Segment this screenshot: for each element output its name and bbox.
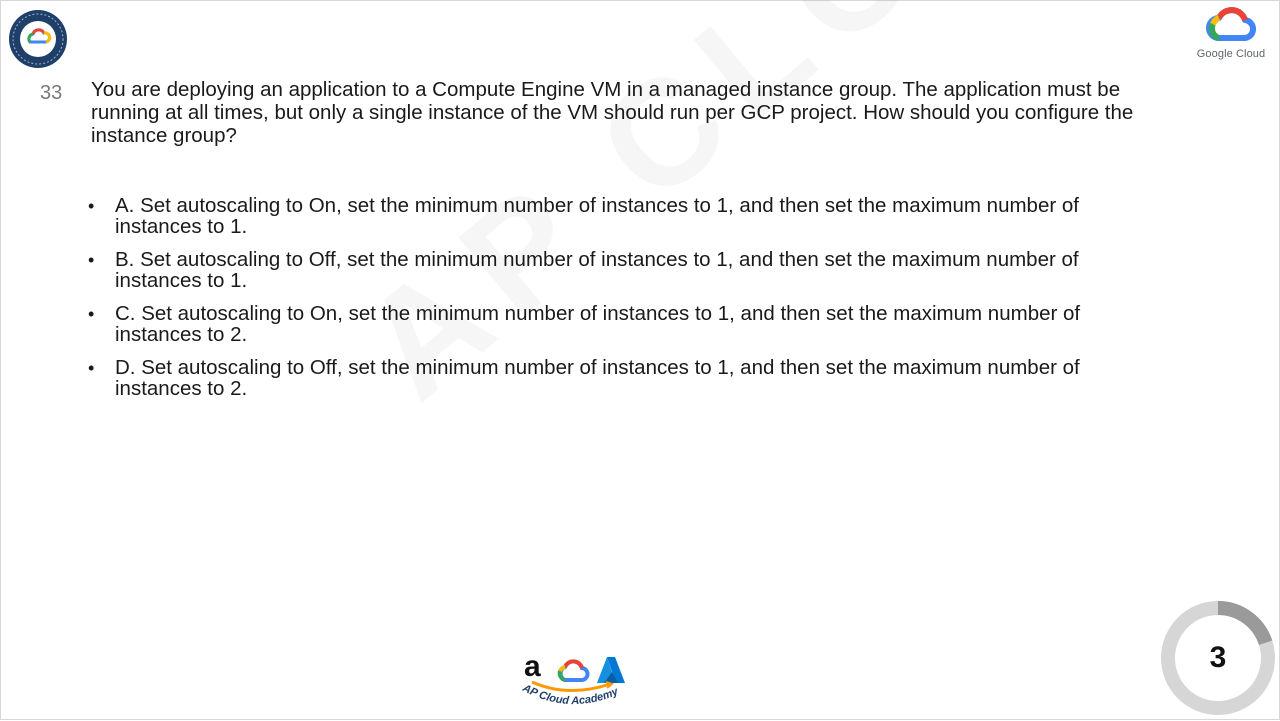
option-d[interactable] bbox=[88, 358, 1148, 399]
countdown-timer bbox=[1160, 600, 1276, 716]
option-b[interactable] bbox=[88, 250, 1148, 291]
question-text: You are deploying an application to a Compute Engine VM in a managed instance group. The application must be running at all times, but only a single instance of the VM should run per GCP project. How should you configure the instance group? bbox=[91, 78, 1134, 147]
option-c[interactable] bbox=[88, 304, 1148, 345]
google-cloud-logo bbox=[1192, 4, 1270, 60]
amazon-a-icon: a bbox=[524, 650, 541, 683]
option-text: C. Set autoscaling to On, set the minimum number of instances to 1, and then set the maximum number of instances to 2. bbox=[115, 302, 1081, 346]
google-cloud-logo-icon bbox=[1205, 4, 1257, 44]
academy-logo bbox=[518, 650, 638, 716]
google-cloud-label: Google Cloud bbox=[1196, 48, 1266, 60]
option-a[interactable] bbox=[88, 196, 1148, 237]
academy-name: AP Cloud Academy bbox=[520, 682, 621, 708]
bullet: • bbox=[88, 196, 95, 216]
answer-options bbox=[88, 196, 1148, 412]
option-text: A. Set autoscaling to On, set the minimum number of instances to 1, and then set the maximum number of instances to 1. bbox=[115, 194, 1079, 238]
academy-name-curve bbox=[518, 676, 638, 716]
bullet: • bbox=[88, 250, 95, 270]
bullet: • bbox=[88, 304, 95, 324]
timer-value: 3 bbox=[1209, 641, 1227, 674]
option-text: B. Set autoscaling to Off, set the minimum number of instances to 1, and then set the maximum number of instances to 1. bbox=[115, 248, 1079, 292]
certified-badge-icon bbox=[8, 9, 68, 69]
bullet: • bbox=[88, 358, 95, 378]
question-number: 33 bbox=[40, 82, 63, 104]
option-text: D. Set autoscaling to Off, set the minimum number of instances to 1, and then set the maximum number of instances to 2. bbox=[115, 356, 1080, 400]
